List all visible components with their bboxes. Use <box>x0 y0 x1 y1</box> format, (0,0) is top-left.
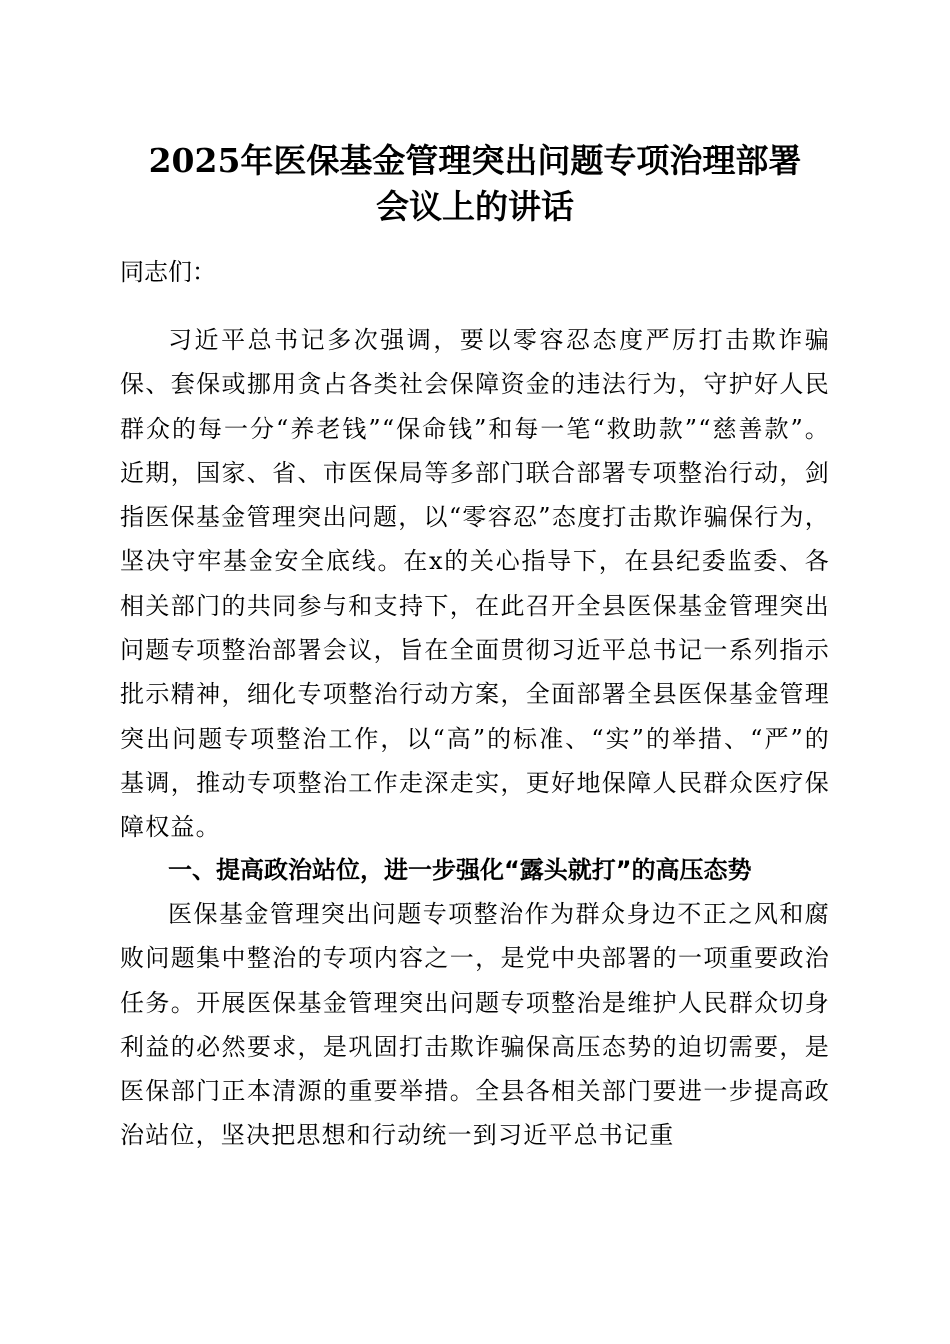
document-title-line-2: 会议上的讲话 <box>376 187 574 226</box>
document-title-line-1: 2025年医保基金管理突出问题专项治理部署 <box>148 141 802 180</box>
section-heading-1: 一、提高政治站位，进一步强化“露头就打”的高压态势 <box>168 856 752 884</box>
paragraph-intro: 习近平总书记多次强调，要以零容忍态度严厉打击欺诈骗保、套保或挪用贪占各类社会保障资金的违法行为，守护好人民群众的每一分“养老钱”“保命钱”和每一笔“救助款”“慈善款”。近期，国家、省、市医保局等多部门联合部署专项整治行动，剑指医保基金管理突出问题，以“零容忍”态度打击欺诈骗保行为，坚决守牢基金安全底线。在x的关心指导下，在县纪委监委、各相关部门的共同参与和支持下，在此召开全县医保基金管理突出问题专项整治部署会议，旨在全面贯彻习近平总书记一系列指示批示精神，细化专项整治行动方案，全面部署全县医保基金管理突出问题专项整治工作，以“高”的标准、“实”的举措、“严”的基调，推动专项整治工作走深走实，更好地保障人民群众医疗保障权益。 <box>120 326 830 842</box>
paragraph-section-1: 医保基金管理突出问题专项整治作为群众身边不正之风和腐败问题集中整治的专项内容之一，是党中央部署的一项重要政治任务。开展医保基金管理突出问题专项整治是维护人民群众切身利益的必然要求，是巩固打击欺诈骗保高压态势的迫切需要，是医保部门正本清源的重要举措。全县各相关部门要进一步提高政治站位，坚决把思想和行动统一到习近平总书记重 <box>120 900 830 1150</box>
salutation: 同志们： <box>120 258 216 286</box>
